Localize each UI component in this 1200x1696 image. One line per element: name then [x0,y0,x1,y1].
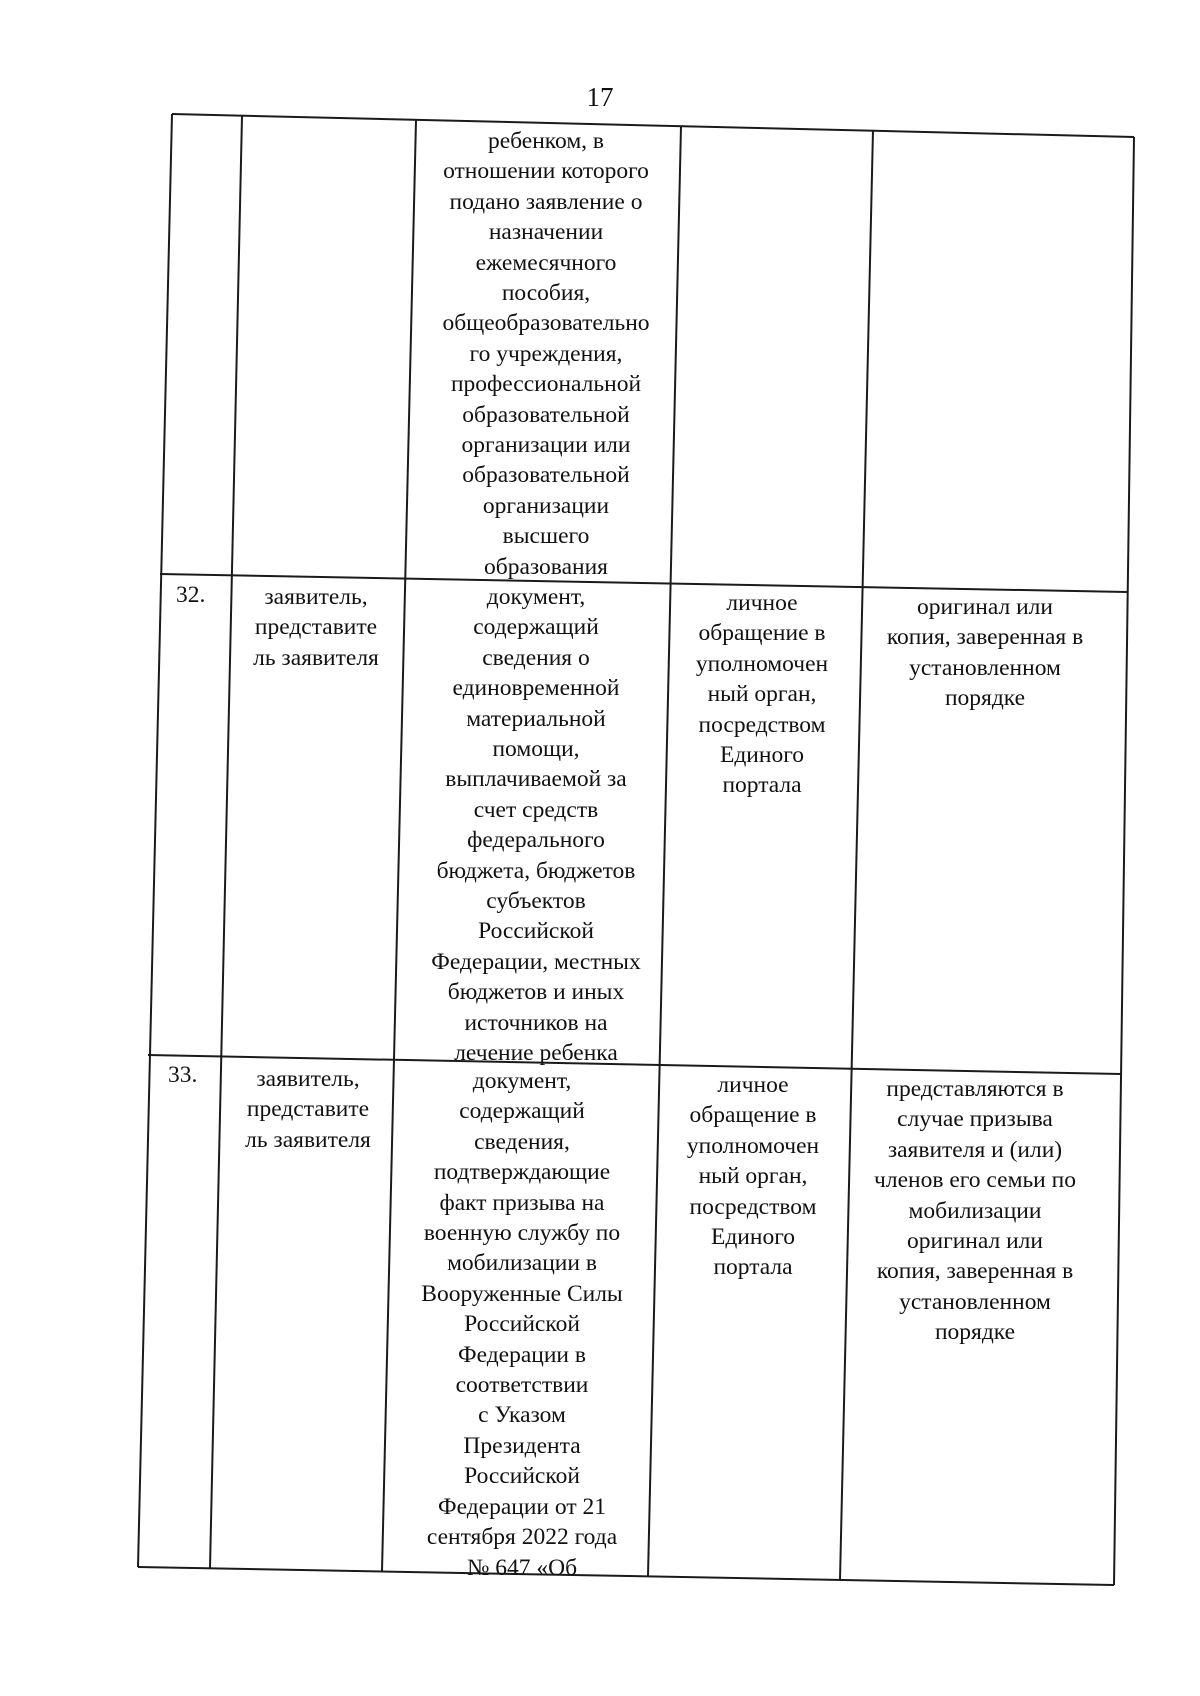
col-divider-4 [840,130,873,1580]
cell-number-row2: 32. [176,582,206,608]
cell-document-row2: документ, содержащий сведения о единовременной материальной помощи, выплачиваемой за счет средств федерального бюджета, бюджетов субъектов Российской Федерации, местных бюджетов и иных источников на лечение ребенка [431,584,641,1067]
table-right-border [1114,137,1134,1585]
cell-applicant-row2: заявитель, представите ль заявителя [253,584,379,671]
cell-form-row3: представляются в случае призыва заявителя и (или) членов его семьи по мобилизации оригинал или копия, заверенная в установленном порядке [874,1076,1076,1346]
cell-method-row2: личное обращение в уполномочен ный орган, посредством Единого портала [695,590,829,799]
cell-document-row3: документ, содержащий сведения, подтверждающие факт призыва на военную службу по мобилизации в Вооруженные Силы Российской Федерации в соответствии с Указом Президента Российской Федерации от 21 сентября 2022 года № 647 «Об [421,1068,623,1581]
cell-applicant-row3: заявитель, представите ль заявителя [245,1066,371,1153]
table-left-border [138,114,172,1567]
cell-form-row2: оригинал или копия, заверенная в установленном порядке [886,594,1084,712]
cell-number-row3: 33. [168,1062,198,1088]
cell-method-row3: личное обращение в уполномочен ный орган, посредством Единого портала [686,1072,820,1281]
col-divider-1 [210,116,242,1568]
page-number: 17 [586,82,614,112]
cell-document-row1: ребенком, в отношении которого подано заявление о назначении ежемесячного пособия, общеобразовательно го учреждения, профессиональной образовательной организации или образовательной организации высшего образования [442,128,650,580]
